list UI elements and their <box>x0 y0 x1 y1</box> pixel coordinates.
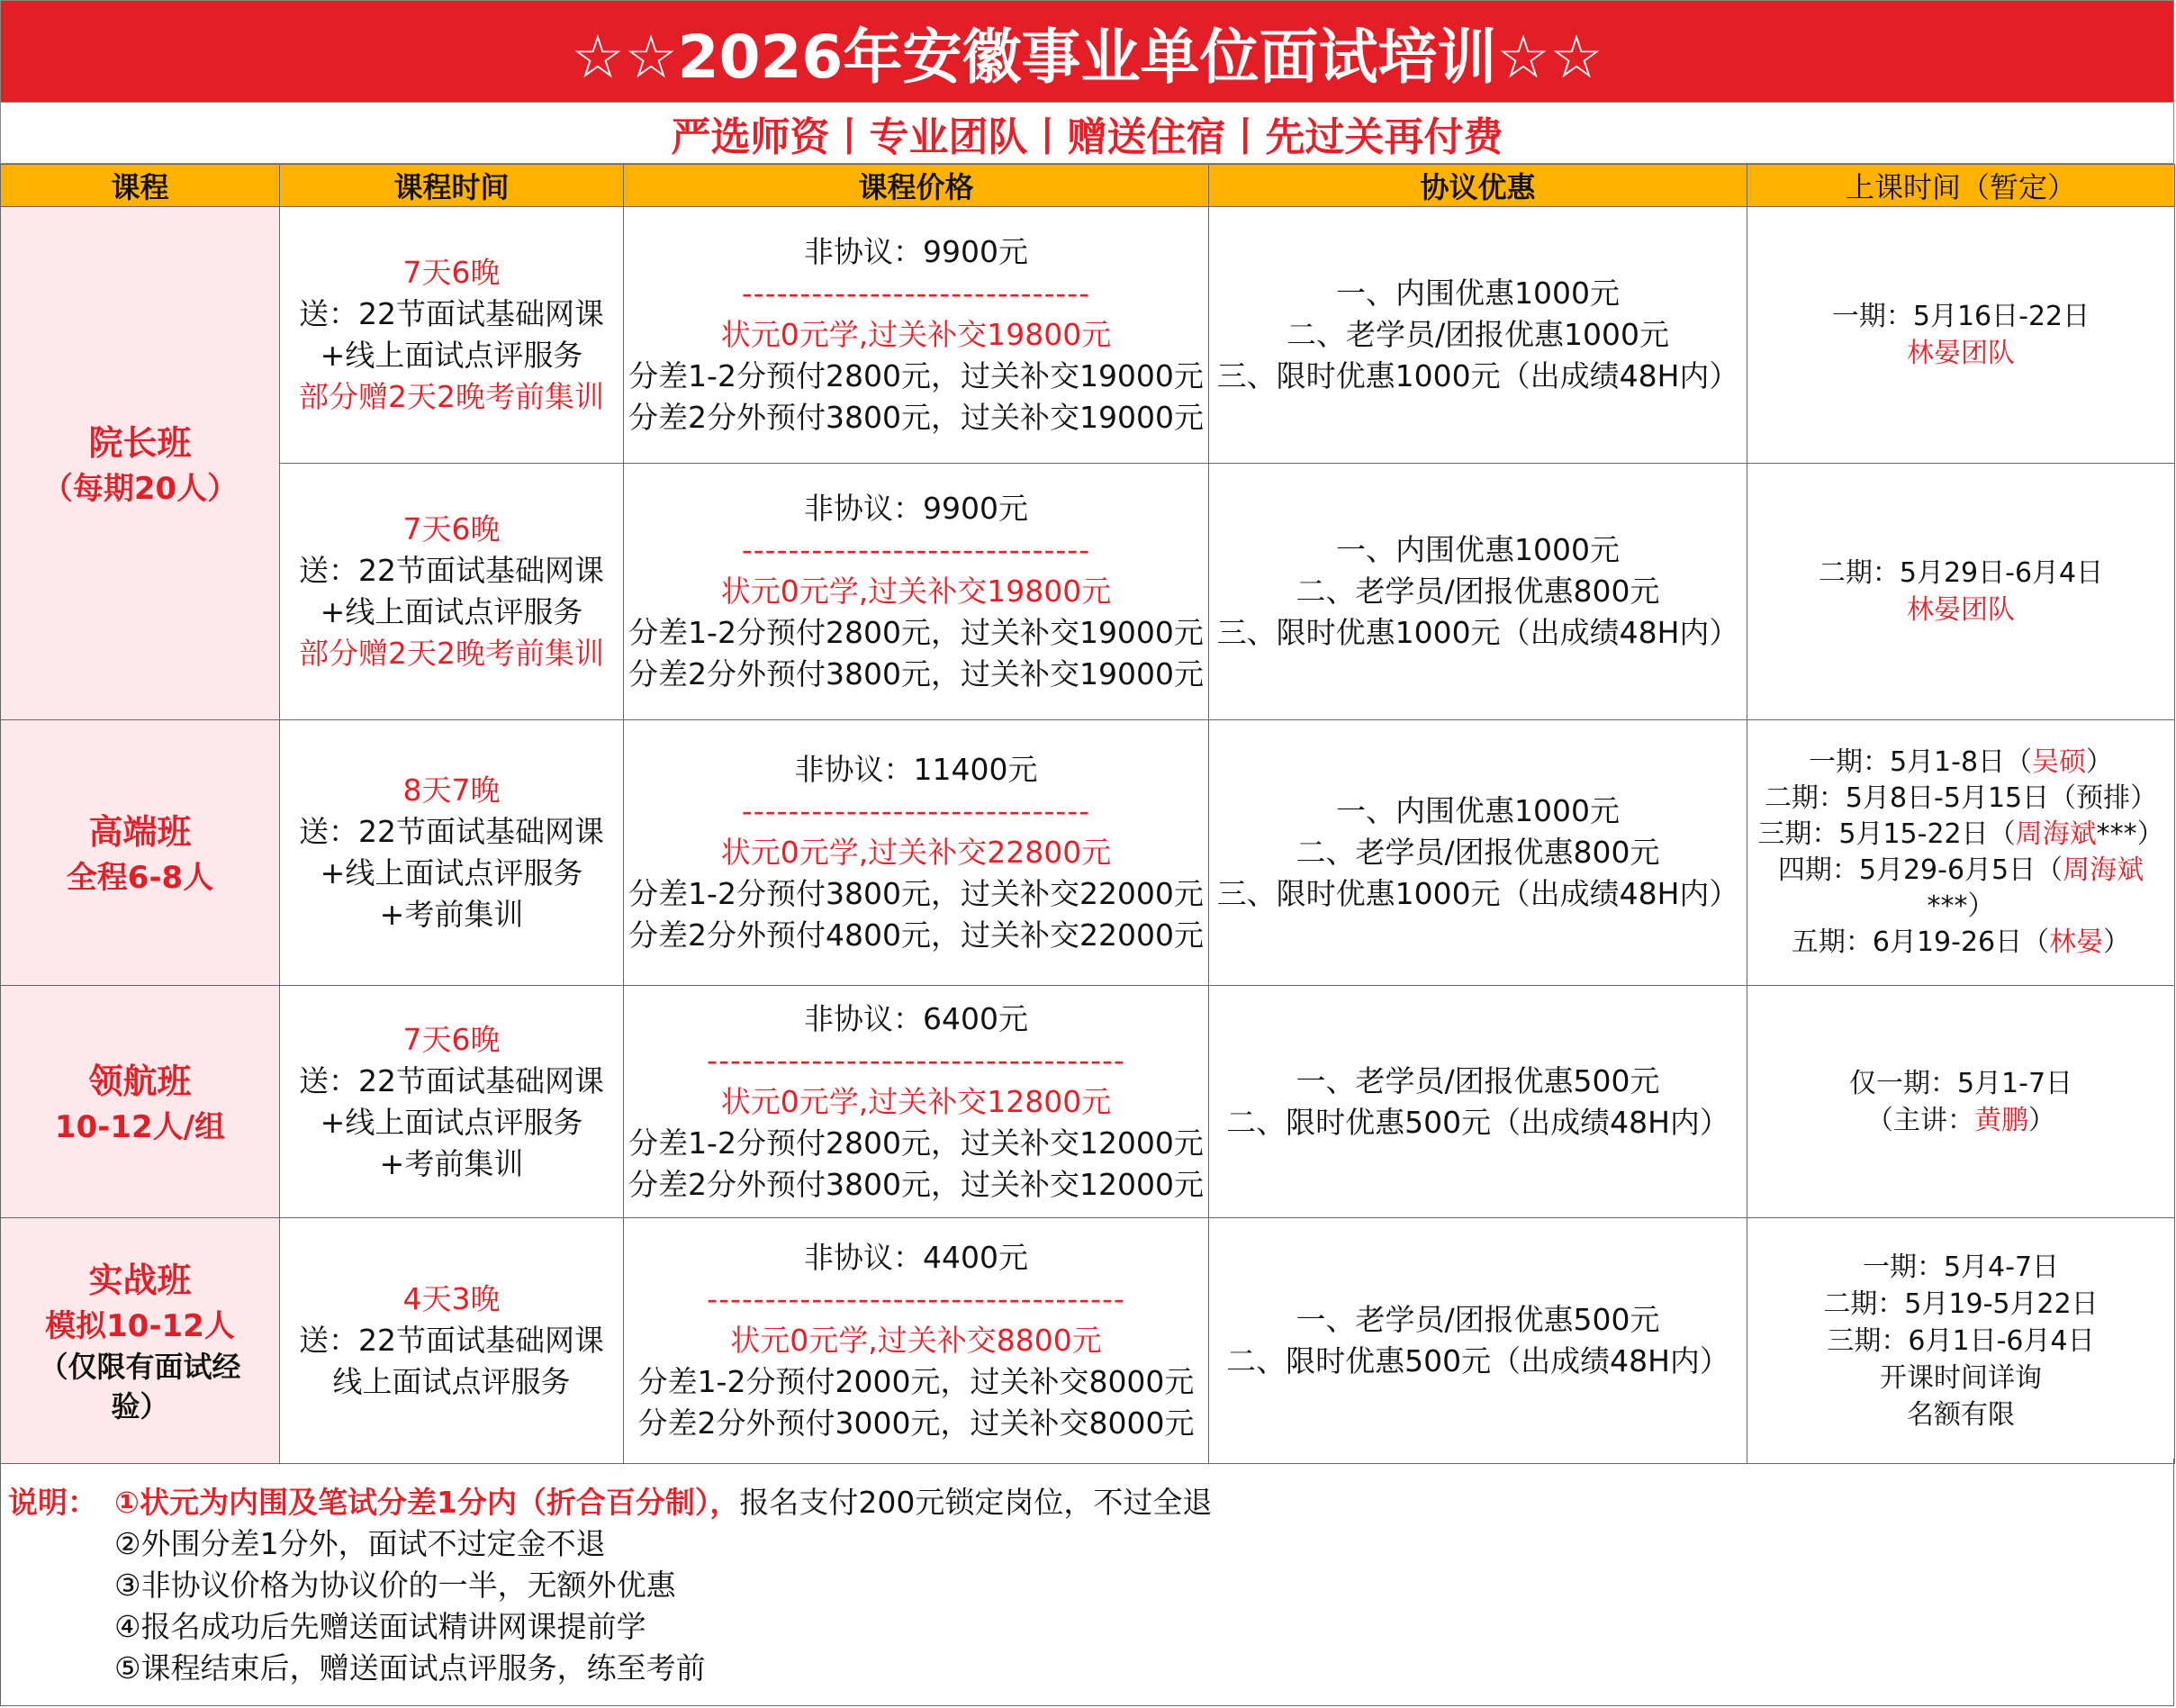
course-requirement: （仅限有面试经 <box>39 1350 241 1384</box>
dash-divider: ------------------------------ <box>741 276 1091 311</box>
course-pilot-class <box>1 986 280 1218</box>
header-price: 课程价格 <box>624 165 1209 207</box>
course-time-cell <box>280 207 624 464</box>
discount-line: 三、限时优惠1000元（出成绩48H内） <box>1216 615 1739 650</box>
course-requirement: 验） <box>111 1389 169 1423</box>
discount-line: 三、限时优惠1000元（出成绩48H内） <box>1216 876 1739 911</box>
dash-divider: ------------------------------------ <box>707 1042 1125 1078</box>
price-line: 分差2分外预付4800元，过关补交22000元 <box>628 917 1204 953</box>
non-agreement-price: 非协议：9900元 <box>804 234 1028 269</box>
course-dean-class <box>1 207 280 720</box>
course-size: 10-12人/组 <box>54 1108 226 1145</box>
dash-divider: ------------------------------ <box>741 532 1091 567</box>
gift-line: 部分赠2天2晚考前集训 <box>299 379 604 414</box>
schedule-line: 二期：5月19-5月22日 <box>1823 1288 2099 1320</box>
discount-line: 二、老学员/团报优惠800元 <box>1296 574 1660 609</box>
discount-line: 一、老学员/团报优惠500元 <box>1296 1062 1660 1098</box>
header-row <box>1 165 2175 207</box>
discount-line: 二、限时优惠500元（出成绩48H内） <box>1226 1104 1729 1140</box>
table-row <box>1 1218 2175 1464</box>
discount-line: 三、限时优惠1000元（出成绩48H内） <box>1216 358 1739 393</box>
price-line: 分差2分外预付3000元，过关补交8000元 <box>637 1405 1195 1441</box>
discount-line: 二、老学员/团报优惠1000元 <box>1286 317 1670 352</box>
top-price: 状元0元学,过关补交19800元 <box>720 574 1112 609</box>
dash-divider: ------------------------------ <box>741 793 1091 828</box>
schedule-line: （主讲：黄鹏） <box>1866 1104 2055 1136</box>
course-name: 领航班 <box>88 1061 192 1101</box>
schedule-line: 四期：5月29-6月5日（周海斌 <box>1777 854 2144 886</box>
schedule-line: 二期：5月8日-5月15日（预排） <box>1764 782 2158 814</box>
note-line: ②外围分差1分外，面试不过定金不退 <box>114 1526 606 1561</box>
non-agreement-price: 非协议：6400元 <box>804 1000 1028 1036</box>
course-size: 模拟10-12人 <box>45 1308 235 1344</box>
discount-cell <box>1209 207 1747 464</box>
non-agreement-price: 非协议：4400元 <box>804 1240 1028 1275</box>
price-line: 分差1-2分预付2800元，过关补交12000元 <box>628 1125 1204 1161</box>
schedule-line: 一期：5月16日-22日 <box>1831 301 2090 332</box>
price-cell <box>624 720 1209 986</box>
teacher-name: 林晏团队 <box>1907 338 2015 369</box>
discount-cell <box>1209 464 1747 720</box>
discount-line: 一、内围优惠1000元 <box>1336 276 1620 311</box>
gift-line: 送：22节面试基础网课 <box>299 1323 604 1358</box>
non-agreement-price: 非协议：11400元 <box>794 752 1038 787</box>
header-schedule: 上课时间（暂定） <box>1747 165 2175 207</box>
gift-line: 线上面试点评服务 <box>332 1364 571 1399</box>
course-name: 实战班 <box>88 1261 192 1300</box>
gift-line: 送：22节面试基础网课 <box>299 1062 604 1098</box>
schedule-cell <box>1747 1218 2175 1464</box>
table-row <box>1 464 2175 720</box>
gift-line: 部分赠2天2晚考前集训 <box>299 636 604 671</box>
note-line: ③非协议价格为协议价的一半，无额外优惠 <box>114 1568 676 1603</box>
schedule-line: 三期：6月1日-6月4日 <box>1827 1324 2095 1357</box>
header-discount: 协议优惠 <box>1209 165 1747 207</box>
course-size: 全程6-8人 <box>66 860 214 896</box>
gift-line: +考前集训 <box>379 1145 524 1181</box>
top-price: 状元0元学,过关补交22800元 <box>720 835 1112 870</box>
duration: 7天6晚 <box>402 255 501 290</box>
note-line <box>1 1482 2173 1523</box>
duration: 8天7晚 <box>402 773 501 808</box>
schedule-cell <box>1747 720 2175 986</box>
header-course: 课程 <box>1 165 280 207</box>
table-row <box>1 986 2175 1218</box>
duration: 7天6晚 <box>402 1021 501 1057</box>
dash-divider: ------------------------------------ <box>707 1281 1125 1316</box>
schedule-line: ***） <box>1927 890 1995 922</box>
notes-label: 说明： <box>8 1485 97 1520</box>
price-line: 分差1-2分预付2800元，过关补交19000元 <box>628 615 1204 650</box>
course-size: （每期20人） <box>41 470 239 507</box>
gift-line: +考前集训 <box>379 897 524 932</box>
price-cell <box>624 1218 1209 1464</box>
price-line: 分差2分外预付3800元，过关补交19000元 <box>628 656 1204 691</box>
schedule-line: 开课时间详询 <box>1880 1361 2042 1394</box>
table-row <box>1 720 2175 986</box>
notes-section <box>0 1459 2174 1706</box>
course-table <box>0 164 2175 1464</box>
price-line: 分差2分外预付3800元，过关补交19000元 <box>628 400 1204 435</box>
note-emphasis: ①状元为内围及笔试分差1分内（折合百分制）， <box>114 1485 740 1520</box>
price-cell <box>624 464 1209 720</box>
price-line: 分差1-2分预付3800元，过关补交22000元 <box>628 876 1204 911</box>
schedule-line: 五期：6月19-26日（林晏） <box>1791 926 2131 958</box>
gift-line: 送：22节面试基础网课 <box>299 814 604 849</box>
schedule-cell <box>1747 464 2175 720</box>
note-line: ⑤课程结束后，赠送面试点评服务，练至考前 <box>114 1650 706 1685</box>
duration: 4天3晚 <box>402 1281 501 1316</box>
header-time: 课程时间 <box>280 165 624 207</box>
discount-line: 二、老学员/团报优惠800元 <box>1296 835 1660 870</box>
gift-line: +线上面试点评服务 <box>320 338 583 373</box>
page-title: ☆☆2026年安徽事业单位面试培训☆☆ <box>0 0 2174 103</box>
discount-line: 一、内围优惠1000元 <box>1336 532 1620 567</box>
price-cell <box>624 207 1209 464</box>
schedule-line: 一期：5月1-8日（吴硕） <box>1808 746 2114 778</box>
teacher-name: 林晏团队 <box>1907 594 2015 626</box>
course-time-cell <box>280 464 624 720</box>
gift-line: +线上面试点评服务 <box>320 855 583 890</box>
schedule-line: 名额有限 <box>1907 1398 2015 1431</box>
course-practice-class <box>1 1218 280 1464</box>
course-time-cell <box>280 1218 624 1464</box>
duration: 7天6晚 <box>402 511 501 547</box>
gift-line: +线上面试点评服务 <box>320 1104 583 1140</box>
price-line: 分差1-2分预付2000元，过关补交8000元 <box>637 1364 1195 1399</box>
slogan: 严选师资丨专业团队丨赠送住宿丨先过关再付费 <box>0 103 2174 164</box>
price-line: 分差1-2分预付2800元，过关补交19000元 <box>628 358 1204 393</box>
schedule-line: 仅一期：5月1-7日 <box>1848 1067 2073 1099</box>
discount-cell <box>1209 720 1747 986</box>
schedule-cell <box>1747 986 2175 1218</box>
schedule-line: 二期：5月29日-6月4日 <box>1818 557 2104 589</box>
gift-line: 送：22节面试基础网课 <box>299 553 604 588</box>
schedule-line: 三期：5月15-22日（周海斌***） <box>1757 818 2164 850</box>
schedule-cell <box>1747 207 2175 464</box>
discount-line: 一、内围优惠1000元 <box>1336 793 1620 828</box>
top-price: 状元0元学,过关补交19800元 <box>720 317 1112 352</box>
gift-line: 送：22节面试基础网课 <box>299 296 604 331</box>
discount-line: 一、老学员/团报优惠500元 <box>1296 1302 1660 1337</box>
course-time-cell <box>280 720 624 986</box>
schedule-line: 一期：5月4-7日 <box>1862 1251 2060 1283</box>
table-row <box>1 207 2175 464</box>
note-line: ④报名成功后先赠送面试精讲网课提前学 <box>114 1609 646 1644</box>
price-cell <box>624 986 1209 1218</box>
discount-cell <box>1209 986 1747 1218</box>
top-price: 状元0元学,过关补交12800元 <box>720 1083 1112 1119</box>
price-line: 分差2分外预付3800元，过关补交12000元 <box>628 1166 1204 1202</box>
discount-cell <box>1209 1218 1747 1464</box>
non-agreement-price: 非协议：9900元 <box>804 491 1028 526</box>
course-time-cell <box>280 986 624 1218</box>
note-text: 报名支付200元锁定岗位，不过全退 <box>739 1485 1213 1520</box>
top-price: 状元0元学,过关补交8800元 <box>730 1323 1102 1358</box>
course-name: 院长班 <box>88 422 192 463</box>
course-premium-class <box>1 720 280 986</box>
course-name: 高端班 <box>88 812 192 852</box>
discount-line: 二、限时优惠500元（出成绩48H内） <box>1226 1343 1729 1378</box>
gift-line: +线上面试点评服务 <box>320 594 583 629</box>
